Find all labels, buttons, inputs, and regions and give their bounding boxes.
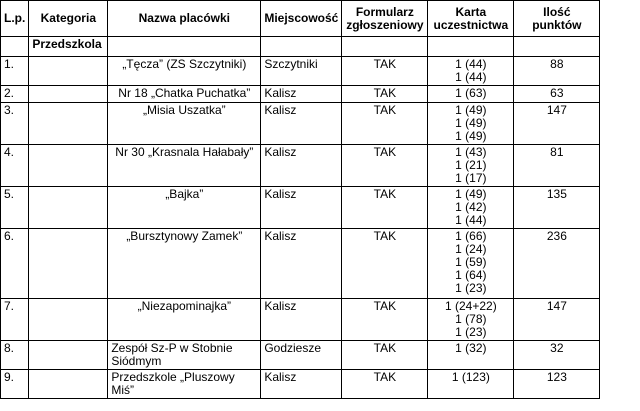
cell-lp: 3. xyxy=(1,103,29,145)
cell-nazwa: „Bajka” xyxy=(108,187,261,229)
cell-kategoria xyxy=(29,341,108,370)
section-row xyxy=(1,37,600,57)
header-punkty: Ilość punktów xyxy=(514,1,600,37)
cell-nazwa: „Misia Uszatka” xyxy=(108,103,261,145)
cell-kategoria xyxy=(29,145,108,187)
cell-karta: 1 (63) xyxy=(428,86,514,103)
cell-punkty: 147 xyxy=(514,299,600,341)
cell-nazwa: „Bursztynowy Zamek” xyxy=(108,229,261,299)
cell-miejscowosc: Kalisz xyxy=(261,299,342,341)
cell-punkty: 147 xyxy=(514,103,600,145)
cell-lp: 8. xyxy=(1,341,29,370)
cell-miejscowosc: Kalisz xyxy=(261,86,342,103)
cell-kategoria xyxy=(29,57,108,86)
cell-karta: 1 (32) xyxy=(428,341,514,370)
cell-nazwa: Nr 30 „Krasnala Hałabały” xyxy=(108,145,261,187)
table-row xyxy=(1,57,600,86)
table-row xyxy=(1,370,600,399)
cell-punkty: 63 xyxy=(514,86,600,103)
cell-punkty: 81 xyxy=(514,145,600,187)
table-row xyxy=(1,229,600,299)
cell-lp: 4. xyxy=(1,145,29,187)
cell-miejscowosc: Kalisz xyxy=(261,103,342,145)
cell-kategoria xyxy=(29,299,108,341)
cell-miejscowosc: Kalisz xyxy=(261,145,342,187)
cell-karta: 1 (123) xyxy=(428,370,514,399)
cell-formularz: TAK xyxy=(342,145,428,187)
cell-formularz: TAK xyxy=(342,299,428,341)
header-karta: Karta uczestnictwa xyxy=(428,1,514,37)
header-miejscowosc: Miejscowość xyxy=(261,1,342,37)
table-row xyxy=(1,145,600,187)
cell-lp: 9. xyxy=(1,370,29,399)
cell-miejscowosc: Kalisz xyxy=(261,229,342,299)
table-row xyxy=(1,299,600,341)
cell-kategoria xyxy=(29,187,108,229)
cell-miejscowosc: Kalisz xyxy=(261,370,342,399)
table-row xyxy=(1,103,600,145)
cell-formularz: TAK xyxy=(342,103,428,145)
cell-lp: 6. xyxy=(1,229,29,299)
cell-miejscowosc: Kalisz xyxy=(261,187,342,229)
header-lp: L.p. xyxy=(1,1,29,37)
cell-lp: 5. xyxy=(1,187,29,229)
cell-miejscowosc: Godziesze xyxy=(261,341,342,370)
cell-kategoria xyxy=(29,86,108,103)
cell-karta: 1 (44) 1 (44) xyxy=(428,57,514,86)
cell-punkty: 236 xyxy=(514,229,600,299)
cell-karta: 1 (66) 1 (24) 1 (59) 1 (64) 1 (23) xyxy=(428,229,514,299)
cell-nazwa: Nr 18 „Chatka Puchatka” xyxy=(108,86,261,103)
cell-nazwa: Zespół Sz-P w Stobnie Siódmym xyxy=(108,341,261,370)
cell-lp: 7. xyxy=(1,299,29,341)
header-row xyxy=(1,1,600,37)
cell-kategoria xyxy=(29,229,108,299)
cell-formularz: TAK xyxy=(342,57,428,86)
cell-punkty: 88 xyxy=(514,57,600,86)
cell-kategoria xyxy=(29,103,108,145)
cell-karta: 1 (24+22) 1 (78) 1 (23) xyxy=(428,299,514,341)
cell-karta: 1 (49) 1 (49) 1 (49) xyxy=(428,103,514,145)
cell-formularz: TAK xyxy=(342,341,428,370)
cell-formularz: TAK xyxy=(342,187,428,229)
cell-punkty: 123 xyxy=(514,370,600,399)
cell-nazwa: „Niezapominajka” xyxy=(108,299,261,341)
cell-formularz: TAK xyxy=(342,229,428,299)
table-row xyxy=(1,187,600,229)
header-kategoria: Kategoria xyxy=(29,1,108,37)
section-label: Przedszkola xyxy=(29,37,108,57)
cell-nazwa: „Tęcza” (ZS Szczytniki) xyxy=(108,57,261,86)
cell-formularz: TAK xyxy=(342,86,428,103)
cell-nazwa: Przedszkole „Pluszowy Miś” xyxy=(108,370,261,399)
cell-kategoria xyxy=(29,370,108,399)
cell-punkty: 135 xyxy=(514,187,600,229)
cell-miejscowosc: Szczytniki xyxy=(261,57,342,86)
cell-lp: 1. xyxy=(1,57,29,86)
header-formularz: Formularz zgłoszeniowy xyxy=(342,1,428,37)
table-row xyxy=(1,341,600,370)
cell-karta: 1 (43) 1 (21) 1 (17) xyxy=(428,145,514,187)
header-nazwa: Nazwa placówki xyxy=(108,1,261,37)
table-row xyxy=(1,86,600,103)
cell-punkty: 32 xyxy=(514,341,600,370)
cell-formularz: TAK xyxy=(342,370,428,399)
cell-lp: 2. xyxy=(1,86,29,103)
cell-karta: 1 (49) 1 (42) 1 (44) xyxy=(428,187,514,229)
